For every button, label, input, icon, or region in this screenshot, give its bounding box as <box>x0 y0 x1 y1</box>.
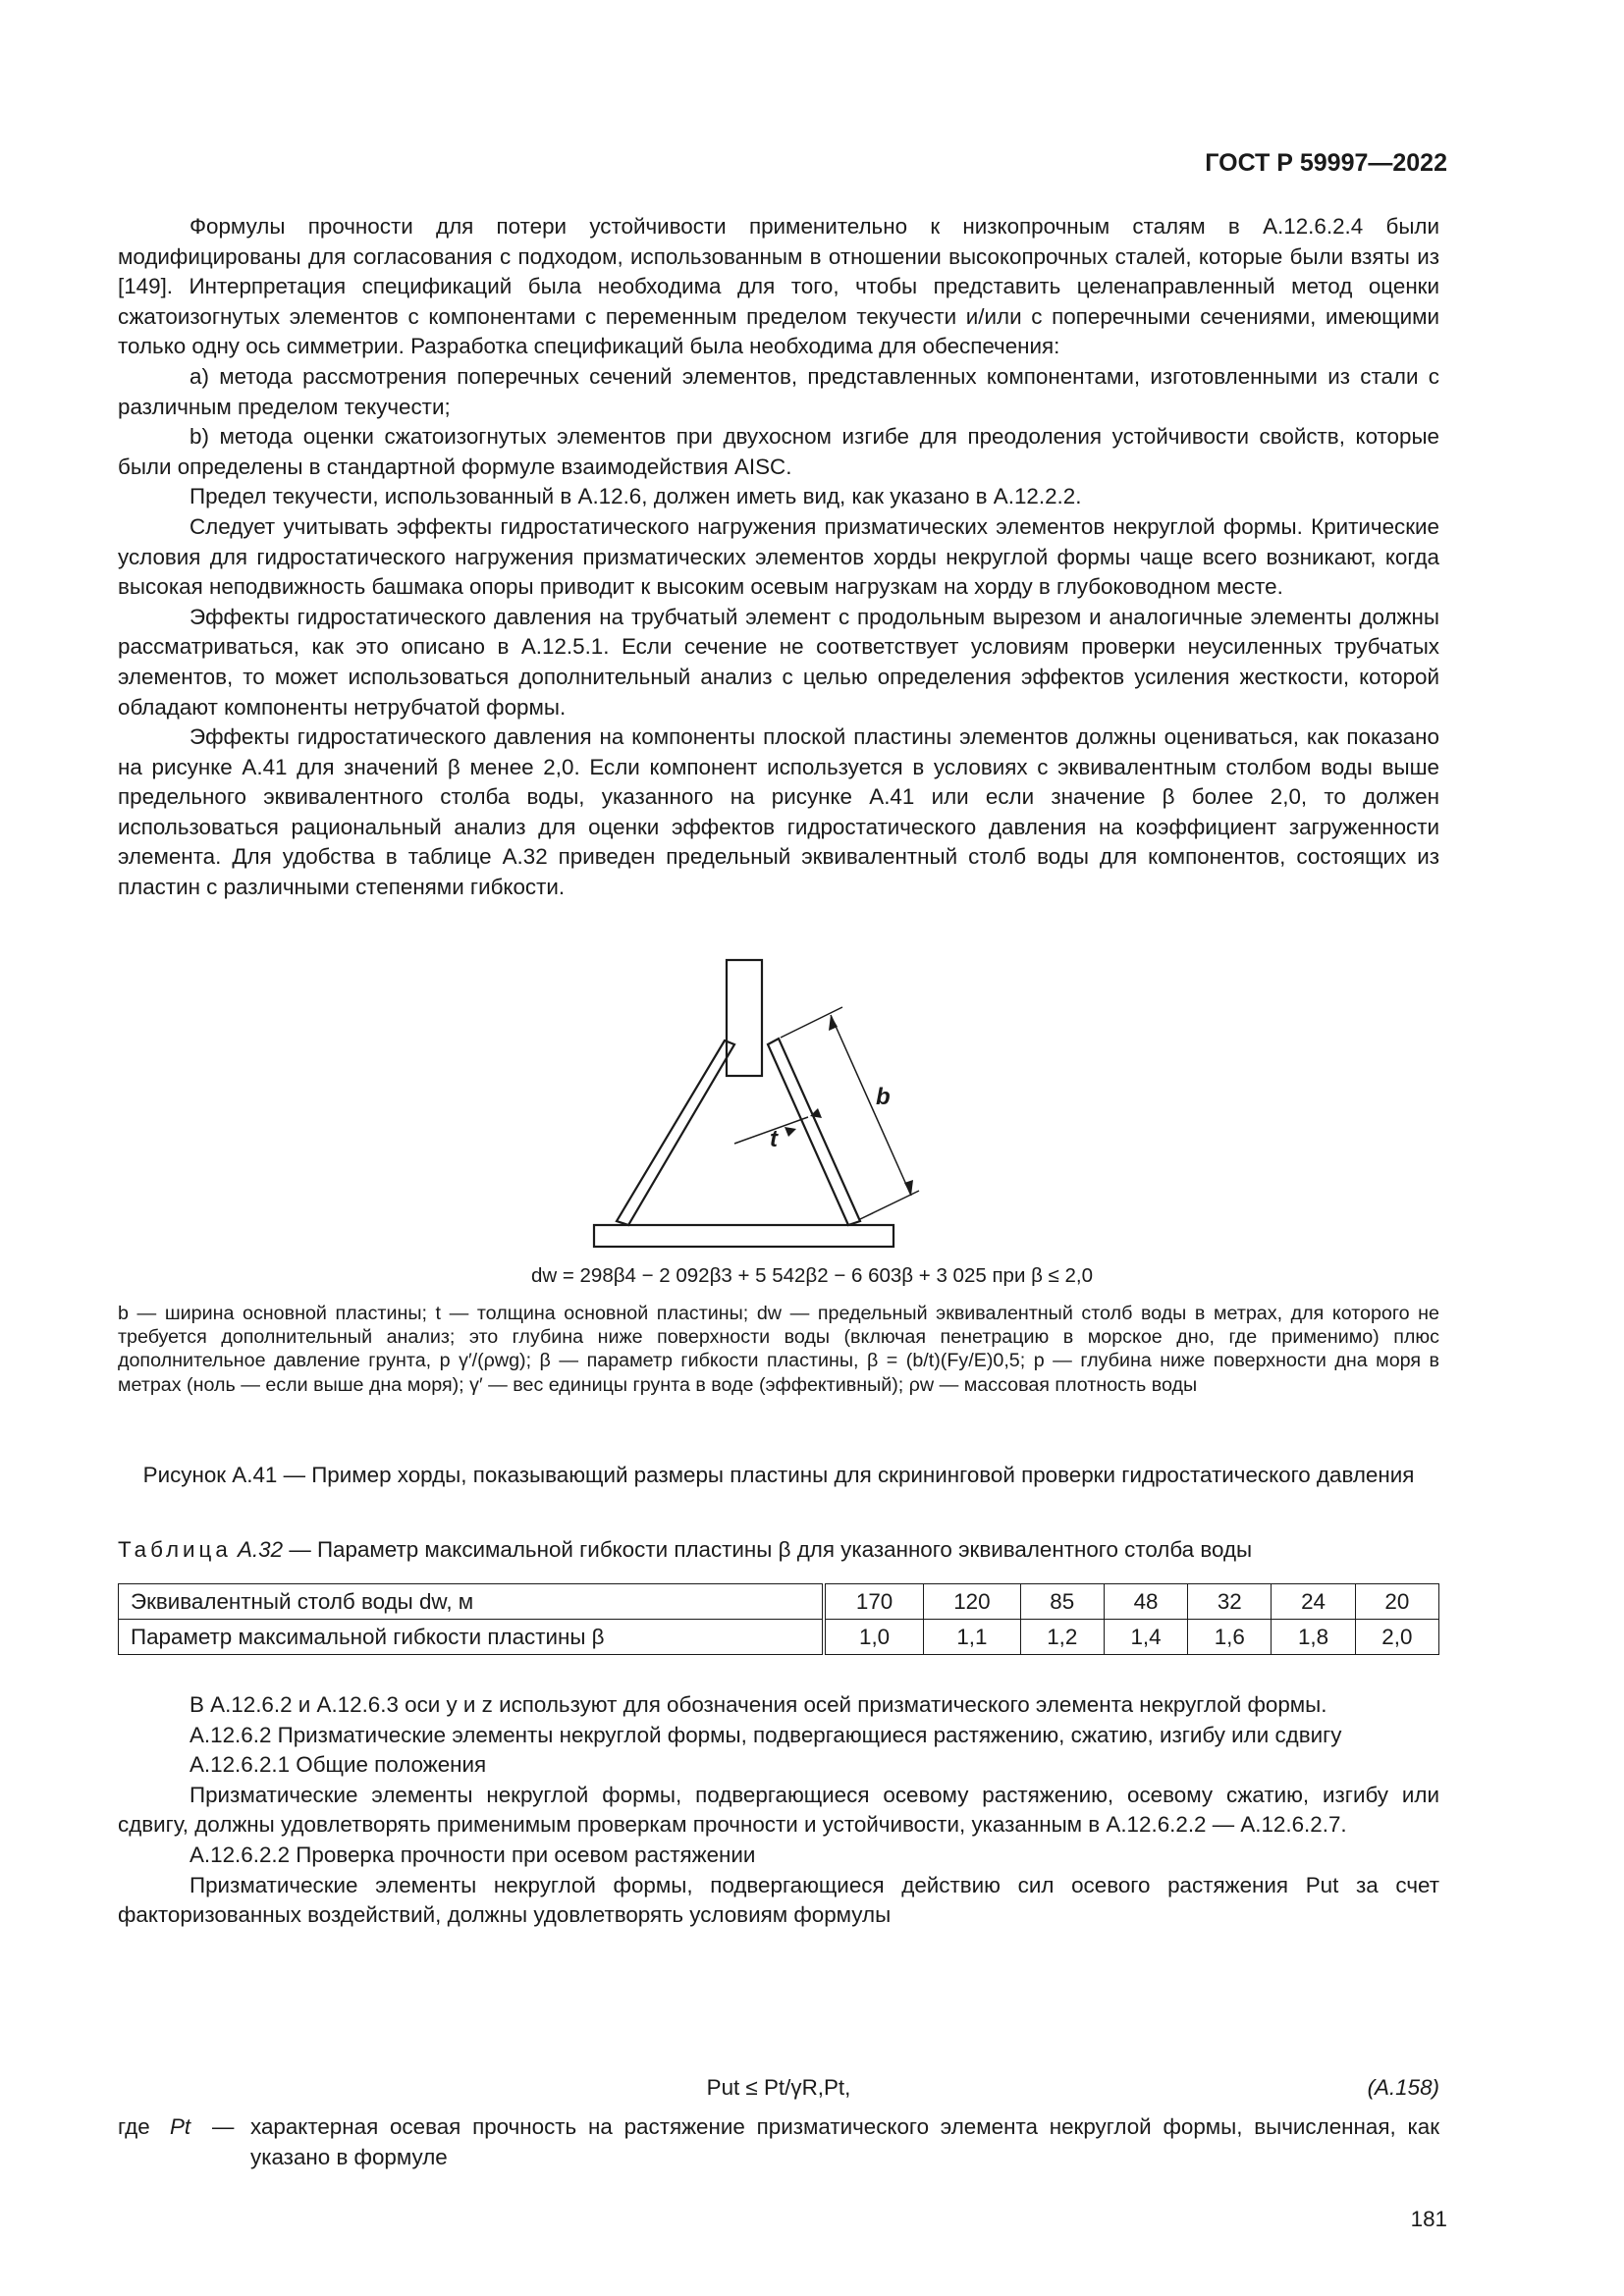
equation-line <box>118 2075 1439 2109</box>
body-text-bottom <box>118 1690 1439 1931</box>
paragraph-2: а) метода рассмотрения поперечных сечений элементов, представленных компонентами, изготовленными из стали с различным пределом текучести; <box>118 363 1439 419</box>
table-cell: 1,2 <box>1020 1620 1104 1655</box>
paragraph-1: Формулы прочности для потери устойчивости применительно к низкопрочным сталям в А.12.6.2.4 были модифицированы для согласования с подходом, использованным в отношении высокопрочных сталей, которые были взяты из [149]. Интерпретация спецификаций была необходима для того, чтобы представить целенаправленный метод оценки сжатоизогнутых элементов с компонентами с переменным пределом текучести и/или с поперечными сечениями, имеющими только одну ось симметрии. Разработка спецификаций была необходима для обеспечения: <box>118 214 1439 359</box>
where-dash: — <box>212 2114 235 2139</box>
table-title-prefix: Таблица <box>118 1537 232 1562</box>
section-heading-3: А.12.6.2.2 Проверка прочности при осевом растяжении <box>189 1842 756 1867</box>
paragraph-4: Предел текучести, использованный в А.12.6, должен иметь вид, как указано в А.12.2.2. <box>189 484 1082 509</box>
base-plate <box>594 1225 893 1247</box>
left-inclined-plate <box>617 1041 734 1225</box>
table-cell: 24 <box>1272 1584 1355 1620</box>
table-cell: 170 <box>824 1584 924 1620</box>
table-cell: 20 <box>1355 1584 1438 1620</box>
section-heading-2: А.12.6.2.1 Общие положения <box>189 1752 487 1778</box>
dimension-line-b <box>831 1015 911 1196</box>
paragraph-5: Следует учитывать эффекты гидростатического нагружения призматических элементов некруглой формы. Критические условия для гидростатического нагружения призматических элементов хорды некруглой формы чаще всего возникают, когда высокая неподвижность башмака опоры приводит к высоким осевым нагрузкам на хорду в глубоководном месте. <box>118 513 1439 600</box>
table-cell: 1,0 <box>824 1620 924 1655</box>
body-text-top <box>118 212 1439 903</box>
table-cell: 2,0 <box>1355 1620 1438 1655</box>
data-table <box>118 1583 1439 1655</box>
section-text-3: Призматические элементы некруглой формы, подвергающиеся действию сил осевого растяжения Put за счет факторизованных воздействий, должны удовлетворять условиям формулы <box>118 1872 1439 1928</box>
chord-plate-figure <box>579 952 1021 1266</box>
label-t: t <box>770 1126 778 1152</box>
figure-legend <box>118 1302 1439 1397</box>
right-inclined-plate <box>768 1039 860 1225</box>
table-cell: 48 <box>1104 1584 1187 1620</box>
table-cell: 1,8 <box>1272 1620 1355 1655</box>
paragraph-6: Эффекты гидростатического давления на трубчатый элемент с продольным вырезом и аналогичные элементы должны рассматриваться, как это описано в А.12.5.1. Если сечение не соответствует условиям проверки неусиленных трубчатых элементов, то может использоваться дополнительный анализ с целью определения эффектов усиления жесткости, которой обладают компоненты нетрубчатой формы. <box>118 604 1439 720</box>
table-cell: 1,1 <box>924 1620 1020 1655</box>
table-cell: 32 <box>1188 1584 1272 1620</box>
table-title-number: А.32 <box>238 1537 284 1562</box>
table-cell-label: Параметр максимальной гибкости пластины β <box>119 1620 825 1655</box>
where-symbol: Pt <box>170 2114 191 2139</box>
table-row <box>119 1620 1439 1655</box>
table-cell: 85 <box>1020 1584 1104 1620</box>
table-cell-label: Эквивалентный столб воды dw, м <box>119 1584 825 1620</box>
table-title <box>118 1537 1439 1563</box>
figure-caption: Рисунок А.41 — Пример хорды, показывающий размеры пластины для скрининговой проверки гидростатического давления <box>142 1463 1415 1487</box>
paragraph-3: b) метода оценки сжатоизогнутых элементов при двухосном изгибе для преодоления устойчивости свойств, которые были определены в стандартной формуле взаимодействия AISC. <box>118 424 1439 479</box>
table-cell: 120 <box>924 1584 1020 1620</box>
document-header: ГОСТ Р 59997—2022 <box>1205 149 1447 177</box>
label-b: b <box>876 1084 891 1110</box>
figure-formula: dw = 298β4 − 2 092β3 + 5 542β2 − 6 603β + 3 025 при β ≤ 2,0 <box>530 1264 1094 1287</box>
section-text-2: Призматические элементы некруглой формы, подвергающиеся осевому растяжению, осевому сжатию, изгибу или сдвигу, должны удовлетворять применимым проверкам прочности и устойчивости, указанным в А.12.6.2.2 — А.12.6.2.7. <box>118 1782 1439 1838</box>
where-definition: характерная осевая прочность на растяжение призматического элемента некруглой формы, вычисленная, как указано в формуле <box>250 2114 1439 2169</box>
section-heading-1: А.12.6.2 Призматические элементы некруглой формы, подвергающиеся растяжению, сжатию, изгибу или сдвигу <box>189 1722 1342 1747</box>
vertical-plate <box>727 960 762 1076</box>
page-number: 181 <box>1410 2207 1447 2231</box>
paragraph-7: Эффекты гидростатического давления на компоненты плоской пластины элементов должны оцениваться, как показано на рисунке А.41 для значений β менее 2,0. Если компонент используется в условиях с эквивалентным столбом воды выше предельного эквивалентного столба воды, указанного на рисунке А.41 или если значение β более 2,0, то должен использоваться рациональный анализ для оценки эффектов гидростатического давления на коэффициент загруженности элемента. Для удобства в таблице А.32 приведен предельный эквивалентный столб воды для компонентов, состоящих из пластин с различными степенями гибкости. <box>118 724 1439 900</box>
equation-expression: Put ≤ Pt/γR,Pt, <box>706 2075 851 2100</box>
legend-text: b — ширина основной пластины; t — толщина основной пластины; dw — предельный эквивалентный столб воды в метрах, для которого не требуется дополнительный анализ; это глубина ниже поверхности воды (включая пенетрацию в морское дно, где применимо) плюс дополнительное давление грунта, p γ′/(ρwg); β — параметр гибкости пластины, β = (b/t)(Fy/E)0,5; p — глубина ниже поверхности дна моря в метрах (ноль — если выше дна моря); γ′ — вес единицы грунта в воде (эффективный); ρw — массовая плотность воды <box>118 1303 1439 1396</box>
table-row <box>119 1584 1439 1620</box>
section-text-1: В А.12.6.2 и А.12.6.3 оси y и z используют для обозначения осей призматического элемента некруглой формы. <box>189 1692 1327 1717</box>
table-title-text: — Параметр максимальной гибкости пластины β для указанного эквивалентного столба воды <box>289 1537 1253 1562</box>
table-cell: 1,6 <box>1188 1620 1272 1655</box>
where-word: где <box>118 2114 150 2139</box>
table-cell: 1,4 <box>1104 1620 1187 1655</box>
equation-number: (А.158) <box>1367 2075 1439 2100</box>
